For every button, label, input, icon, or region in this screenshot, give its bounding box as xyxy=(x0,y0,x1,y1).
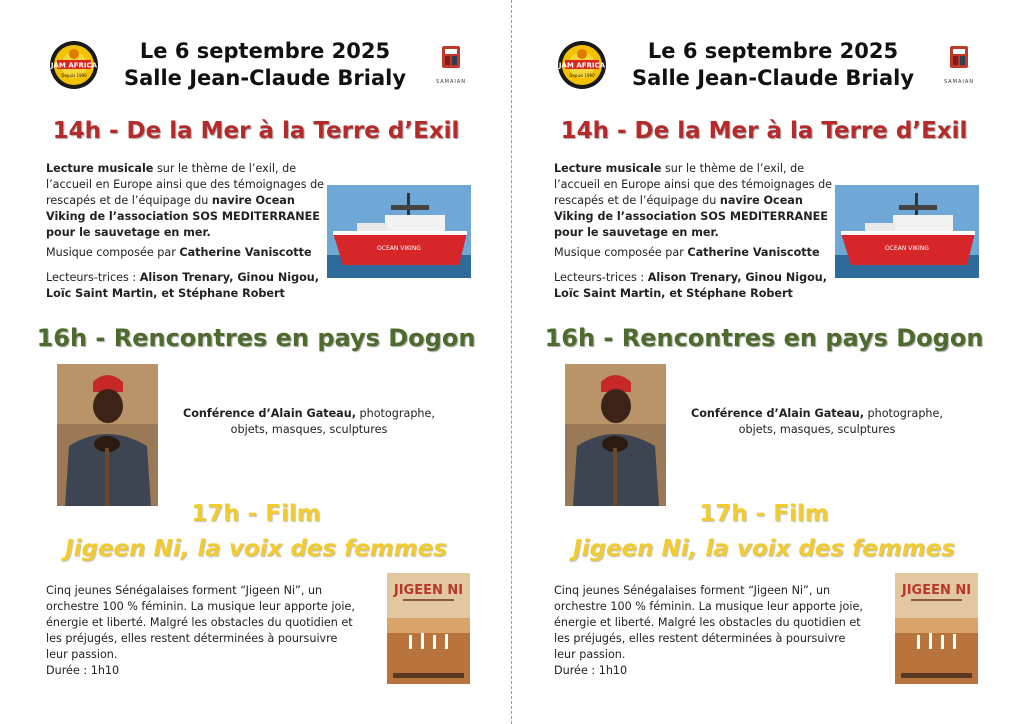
session3-title: 17h - Film xyxy=(699,501,829,527)
session1-readers-names: Alison Trenary, Ginou Nigou, Loïc Saint Martin, et Stéphane Robert xyxy=(554,271,828,300)
session3-title: 17h - Film xyxy=(191,501,321,527)
film-synopsis-text: Cinq jeunes Sénégalaises forment “Jigeen Ni”, un orchestre 100 % féminin. La musique leur apporte joie, énergie et liberté. Malgré les obstacles du quotidien et les préjugés, elles restent déterminées à poursuivre leur passion. xyxy=(554,584,863,661)
samaian-logo-text: SAMAIAN xyxy=(435,79,467,85)
film-synopsis-text: Cinq jeunes Sénégalaises forment “Jigeen Ni”, un orchestre 100 % féminin. La musique leur apporte joie, énergie et liberté. Malgré les obstacles du quotidien et les préjugés, elles restent déterminées à poursuivre leur passion. xyxy=(46,584,355,661)
event-venue: Salle Jean-Claude Brialy xyxy=(631,66,915,90)
session1-desc-bold2: navire Ocean Viking de l’association SOS MEDITERRANEE pour le sauvetage en mer. xyxy=(46,194,320,239)
session2-conf-bold: Conférence d’Alain Gateau, xyxy=(691,407,864,420)
dogon-elder-photo xyxy=(57,364,158,506)
session2-description xyxy=(180,406,438,438)
session1-desc-bold2: navire Ocean Viking de l’association SOS MEDITERRANEE pour le sauvetage en mer. xyxy=(554,194,828,239)
session1-music xyxy=(554,245,834,261)
ship-photo xyxy=(835,185,979,278)
ship-name-label: OCEAN VIKING xyxy=(885,245,929,252)
samaian-logo xyxy=(433,42,469,88)
session1-music-name: Catherine Vaniscotte xyxy=(179,246,312,259)
session1-music-label: Musique composée par xyxy=(46,246,180,259)
session1-music-label: Musique composée par xyxy=(554,246,688,259)
session1-music-name: Catherine Vaniscotte xyxy=(687,246,820,259)
session1-desc-text: sur le thème de l’exil, de l’accueil en Europe ainsi que des témoignages de rescapés et de l’équipage du xyxy=(46,162,325,207)
session2-conf-text: photographe, objets, masques, sculptures xyxy=(738,407,943,436)
jam-africa-logo-subtext: Depuis 1990 xyxy=(61,73,87,78)
film-poster xyxy=(895,573,978,684)
dogon-elder-photo xyxy=(565,364,666,506)
poster-title: JIGEEN NI xyxy=(393,583,464,598)
session1-music xyxy=(46,245,326,261)
flyer-page-right xyxy=(508,0,1020,724)
session1-readers-label: Lecteurs-trices : xyxy=(554,271,648,284)
session1-description xyxy=(554,161,834,241)
film-poster xyxy=(387,573,470,684)
session2-conf-bold: Conférence d’Alain Gateau, xyxy=(183,407,356,420)
session2-conf-text: photographe, objets, masques, sculptures xyxy=(230,407,435,436)
event-header xyxy=(100,38,430,92)
film-duration: Durée : 1h10 xyxy=(554,664,628,677)
film-title: Jigeen Ni, la voix des femmes xyxy=(65,536,447,562)
event-header xyxy=(608,38,938,92)
session2-title: 16h - Rencontres en pays Dogon xyxy=(544,324,984,352)
ship-photo xyxy=(327,185,471,278)
session1-desc-bold: Lecture musicale xyxy=(554,162,662,175)
jam-africa-logo xyxy=(49,40,99,90)
session1-title: 14h - De la Mer à la Terre d’Exil xyxy=(560,118,968,144)
session1-readers xyxy=(554,270,834,302)
session1-readers-label: Lecteurs-trices : xyxy=(46,271,140,284)
event-venue: Salle Jean-Claude Brialy xyxy=(123,66,407,90)
film-synopsis xyxy=(554,583,864,679)
event-date: Le 6 septembre 2025 xyxy=(647,39,899,63)
session1-desc-bold: Lecture musicale xyxy=(46,162,154,175)
session1-readers-names: Alison Trenary, Ginou Nigou, Loïc Saint Martin, et Stéphane Robert xyxy=(46,271,320,300)
session2-description xyxy=(688,406,946,438)
film-synopsis xyxy=(46,583,356,679)
film-title: Jigeen Ni, la voix des femmes xyxy=(573,536,955,562)
jam-africa-logo xyxy=(557,40,607,90)
jam-africa-logo-text: JAM AFRICA xyxy=(558,61,606,70)
samaian-logo xyxy=(941,42,977,88)
samaian-logo-text: SAMAIAN xyxy=(943,79,975,85)
film-duration: Durée : 1h10 xyxy=(46,664,120,677)
session2-title: 16h - Rencontres en pays Dogon xyxy=(36,324,476,352)
session1-description xyxy=(46,161,326,241)
event-date: Le 6 septembre 2025 xyxy=(139,39,391,63)
poster-title: JIGEEN NI xyxy=(901,583,972,598)
jam-africa-logo-text: JAM AFRICA xyxy=(50,61,98,70)
session1-title: 14h - De la Mer à la Terre d’Exil xyxy=(52,118,460,144)
session1-desc-text: sur le thème de l’exil, de l’accueil en Europe ainsi que des témoignages de rescapés et de l’équipage du xyxy=(554,162,833,207)
session1-readers xyxy=(46,270,326,302)
ship-name-label: OCEAN VIKING xyxy=(377,245,421,252)
jam-africa-logo-subtext: Depuis 1990 xyxy=(569,73,595,78)
